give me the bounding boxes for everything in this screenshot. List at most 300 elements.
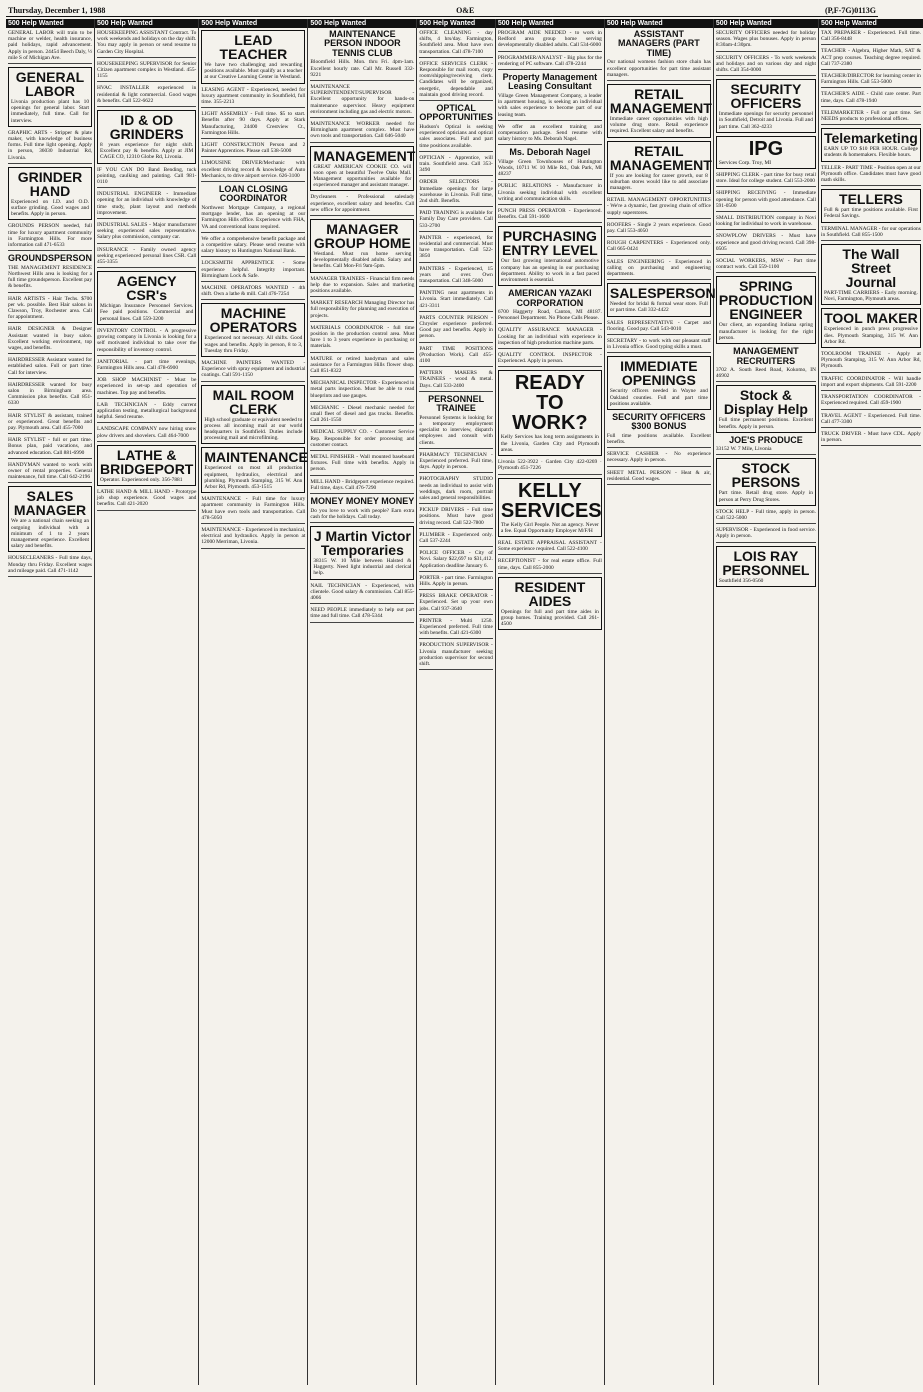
classified-ad [97,445,196,486]
classified-ad [97,167,196,189]
ad-headline: IMMEDIATE OPENINGS [620,358,698,389]
classified-ad [607,470,711,485]
ad-body: Needed for bridal & formal wear store. Full or part time. Call 332-4422 [609,301,708,314]
ad-body: MANAGER TRAINEES - Financial firm needs help due to expansion. Sales and marketing positions available. [310,275,415,294]
ad-body: Do you love to work with people? Earn extra cash for the holidays. Call today. [310,507,415,520]
ad-headline: Telemarketing [823,130,918,147]
classified-ad [8,130,92,164]
classified-ad [716,385,816,432]
ad-body: SHEET METAL PERSON - Heat & air, residential. Good wages. [606,469,711,482]
ad-body: SERVICE CASHIER - No experience necessary. Apply in person. [606,451,711,464]
classified-ad [821,431,921,446]
classified-ad [716,79,816,133]
classified-ad [201,185,305,233]
ad-headline: MANAGEMENT RECRUITERS [733,346,799,366]
ad-body: STOCK HELP - Full time, apply in person. Call 522-5000 [715,508,816,522]
classified-ad [498,327,602,349]
classified-ad [419,61,493,101]
ad-body: Full time permanent positions. Excellent benefits. Apply in person. [718,417,813,430]
ad-body: ROUGH CARPENTERS - Experienced only. Call 665-0424 [606,240,711,253]
ad-body: LAB TECHNICIAN - Eddy current application testing, metallurgical background helpful. Send resume. [97,401,197,421]
classified-ad [201,111,305,139]
ad-body: Northwest Mortgage Company, a regional mortgage lender, has an opening at our Farmington Hills office. Experience with FHA, VA and conventional loans required. [201,204,306,230]
ad-body: Full time positions available. Excellent benefits. [606,432,711,446]
ad-body: MAINTENANCE SUPERINTENDENT/SUPERVISOR - Excellent opportunity for hands-on maintenance supervisor. Heavy equipment environment including gas and electric motors. [310,83,415,115]
classified-ad [8,382,92,410]
classified-ad [419,507,493,529]
ad-headline: SALESPERSON [609,285,716,302]
ad-body: LIGHT CONSTRUCTION Person and 2 Painter Apprentices. Please call 538-5000 [201,142,306,155]
ad-body: GROUNDS PERSON needed, full time for luxury apartment community in Farmington Hills. For more information call 471-6533 [8,223,93,249]
classified-ad [8,30,92,64]
ad-headline: PURCHASING ENTRY LEVEL [502,228,598,259]
ad-body: PART-TIME CARRIERS - Early morning. Novi, Farmington, Plymouth areas. [823,290,918,303]
classified-ad [716,276,816,344]
classified-ad [498,478,602,537]
ad-body: OFFICE CLEANING - day shifts, 4 hrs/day. Farmington, Southfield area. Must have own transportation. Call 478-7100 [419,30,493,55]
section-banner: 500 Help Wanted [605,19,713,28]
ad-body: RECEPTIONIST - for real estate office. Full time, days. Call 855-2000 [497,558,602,571]
ad-body: Experienced on I.D. and O.D. surface grinding. Good wages and benefits. Apply in person. [11,198,90,218]
classified-ad [97,377,196,399]
ad-body: SALES ENGINEERING - Experienced in calling on purchasing and engineering departments. [606,258,711,277]
classified-ad [201,285,305,300]
ad-body: Kelly Services has long term assignments in the Livonia, Garden City and Plymouth areas. [500,434,599,453]
ad-headline: ASSISTANT MANAGERS (PART TIME) [617,29,700,58]
ad-body: TRAFFIC COORDINATOR - Will handle import and export shipments. Call 591-2200 [820,375,921,388]
section-banner: 500 Help Wanted [714,19,818,28]
ad-body: PUBLIC RELATIONS - Manufacturer in Livonia seeking individual with excellent writing and communication skills. [497,183,602,202]
ad-body: LOCKSMITH APPRENTICE - Some experience helpful. Integrity important. Birmingham Lock & Safe. [201,260,306,279]
classified-ad [419,346,493,368]
ad-headline: SALES MANAGER [13,488,87,519]
classified-ad [498,558,602,573]
ad-body: Experienced not necessary. All shifts. Good wages and benefits. Apply in person, 8 to 3, Tuesday thru Friday. [204,335,303,354]
ad-headline: STOCK PERSONS [731,460,801,491]
ad-body: If you are looking for career growth, our 8 suburban stores would like to add associate managers. [609,172,708,191]
classified-ad [419,593,493,615]
ad-body: Livonia 522-3922 · Garden City 422-0269 · Plymouth 451-7226 [497,459,602,472]
classified-ad [821,413,921,428]
ad-body: We offer a comprehensive benefit package and a competitive salary. Please send resume with salary history to Huntington National Bank. [201,235,306,255]
ad-body: 3702 A. South Reed Road, Kokomo, IN 46902 [715,366,816,380]
classified-ad [97,359,196,374]
section-banner: 500 Help Wanted [819,19,923,28]
ad-body: PAID TRAINING is available for Family Day Care providers. Call 533-2700 [419,210,493,229]
ad-body: TOOLROOM TRAINEE - Apply at Plymouth Stamping, 315 W. Ann Arbor Rd, Plymouth. [820,351,921,370]
ad-body: Our national womens fashion store chain has excellent opportunities for part time assistant managers. [606,59,711,78]
ad-body: REAL ESTATE APPRAISAL ASSISTANT - Some experience required. Call 522-4100 [497,539,602,553]
ad-body: METAL FINISHER - Wall mounted baseboard fixtures. Full time with benefits. Apply in person. [310,454,415,473]
classified-ad [419,532,493,547]
classified-ad [607,240,711,255]
ad-headline: MONEY MONEY MONEY [310,496,415,507]
header-edition: O&E [456,5,475,15]
ad-body: HAIRDRESSER Assistant wanted for established salon. Full or part time. Call for interview. [8,357,93,376]
classified-ad [310,300,414,322]
ad-headline: SECURITY OFFICERS [730,81,802,112]
classified-ad [310,121,414,143]
ad-body: TEACHER - Algebra, Higher Math, SAT & ACT prep courses. Teaching degree required. Call 737-2380 [820,48,921,67]
classified-ad [607,30,711,81]
header-page-code: (P,F-7G)0113G [824,5,876,15]
ad-headline: MACHINE OPERATORS [209,305,298,336]
classified-ad [201,360,305,382]
ad-body: Bloomfield Hills. Mon. thru Fri. 4pm-1am. Excellent hourly rate. Call Mr. Russell 332-9221 [310,59,415,78]
classified-ad [821,226,921,241]
classified-ad [310,276,414,298]
classified-ad [201,236,305,258]
ad-body: SHIPPING RECEIVING - Immediate opening for person with good attendance. Call 591-0500 [715,190,816,209]
ad-body: Hudson's Optical is seeking experienced opticians and optical sales associates. Full and part time positions available. [419,123,493,149]
classified-ad [201,527,305,549]
ad-headline: MANAGER GROUP HOME [313,220,411,251]
ad-body: THE MANAGEMENT RESIDENCE Northwest Hills area is looking for a full time groundsperson. Excellent pay & benefits. [8,264,93,290]
classified-ad [97,328,196,356]
ad-headline: MAINTENANCE PERSON INDOOR TENNIS CLUB [324,29,401,58]
classified-ad [310,30,414,81]
classified-ad [498,577,602,631]
ad-body: Operator. Experienced only. 356-7881 [100,476,183,483]
ad-body: Michigan Insurance Personnel Services. Fee paid positions. Commercial and personal lines. Call 559-3200 [100,303,194,322]
classified-ad [821,128,921,161]
classified-ad [310,84,414,118]
ad-headline: ID & OD GRINDERS [109,112,184,143]
classified-column [605,19,714,1385]
ad-body: SMALL DISTRIBUTION company in Novi looking for individual to work in warehouse. [715,215,816,228]
classified-ad [201,142,305,157]
classified-ad [97,271,196,325]
classified-ad [821,30,921,45]
ad-body: QUALITY ASSURANCE MANAGER - Looking for an individual with experience in inspection of high production machine parts. [497,327,602,346]
ad-body: LIMOUSINE DRIVER/Mechanic with excellent driving record & knowledge of Auto Mechanics, to drive airport service. 626-3100 [201,160,306,179]
ad-body: TRAVEL AGENT - Experienced. Full time. Call 477-3300 [820,412,921,425]
classified-ad [201,160,305,182]
classified-ad [607,84,711,138]
classified-ad [310,194,414,216]
classified-ad [310,146,414,192]
classified-ad [498,208,602,223]
classified-ad [201,30,305,84]
ad-body: PICKUP DRIVERS - Full time positions. Must have good driving record. Call 522-7800 [419,507,493,526]
ad-body: QUALITY CONTROL INSPECTOR - Experienced. Apply in person. [497,352,602,365]
classified-ad [419,235,493,263]
ad-body: HOUSECLEANERS - Full time days, Monday thru Friday. Excellent wages and mileage paid. Call 471-1142 [8,555,93,574]
ad-body: TRUCK DRIVER - Must have CDL. Apply in person. [820,430,921,444]
classified-ad [498,148,602,180]
classified-ad [607,259,711,281]
ad-body: We offer an excellent training and compensation package. Send resume with salary history to Ms. Deborah Nagel. [497,123,602,143]
ad-body: HANDYMAN wanted to work with owner of rental properties. General maintenance, full time. Call 642-2196 [8,461,93,481]
ad-body: OPTICIAN - Apprentice, will train. Southfield area. Call 353-3490 [419,154,493,174]
classified-column [95,19,199,1385]
classified-ad [97,247,196,269]
ad-headline: MAINTENANCE [204,449,308,466]
ad-headline: LEAD TEACHER [219,32,288,62]
classified-ad [716,458,816,505]
ad-body: Services Corp. Troy, MI [718,159,772,166]
classified-ad [716,215,816,230]
ad-body: PATTERN MAKERS & TRAINEES - wood & metal. Days. Call 533-2400 [419,370,493,389]
ad-body: PHOTOGRAPHY STUDIO needs an individual to assist with weddings, dark room, portrait sales and general responsibilities. [419,476,493,501]
ad-headline: AGENCY CSR's [116,273,177,304]
ad-body: MAINTENANCE - Full time for luxury apartment community in Farmington Hills. Must have own tools and transportation. Call 478-5050 [201,496,306,521]
classified-ad [97,30,196,58]
ad-body: MECHANIC - Diesel mechanic needed for small fleet of diesel and gas trucks. Benefits. Call 261-1550 [310,404,415,424]
ad-body: 6700 Haggerty Road, Canton, MI 48187. Personnel Department. No Phone Calls Please. [497,309,602,322]
ad-body: POLICE OFFICER - City of Novi. Salary $22,697 to $31,412. Application deadline January 6. [419,550,493,569]
classified-ad [97,426,196,441]
ad-body: TELLER - PART TIME - Position open at our Plymouth office. Candidates must have good math skills. [820,164,921,184]
ad-body: Our client, an expanding Indiana spring manufacturer is looking for the right person. [718,322,813,341]
classified-column [417,19,496,1385]
classified-ad [498,370,602,456]
classified-ad [97,61,196,83]
classified-ad [310,356,414,378]
classified-ad [716,258,816,273]
classified-ad [310,380,414,402]
classified-ad [716,347,816,382]
ad-body: PAINTING neat apartments in Livonia. Start immediately. Call 421-3311 [419,290,493,309]
ad-body: Immediate openings for security personnel in Southfield, Detroit and Livonia. Full and part time. Call 362-4233 [718,111,813,130]
classified-ad [8,254,92,292]
classified-ad [821,165,921,187]
classified-ad [821,376,921,391]
ad-body: TEACHER/DIRECTOR for learning center in Farmington Hills. Call 553-5000 [820,73,921,86]
ad-body: ORDER SELECTORS - Immediate openings for large warehouse in Livonia. Full time, 2nd shift. Benefits. [419,179,493,204]
ad-body: HAIR STYLIST & assistant, trained or experienced. Great benefits and pay. Plymouth area. Call 455-7000 [8,412,93,431]
ad-headline: Stock & Display Help [723,387,808,418]
classified-ad [97,110,196,164]
ad-body: HAIRDRESSER wanted for busy salon in Birmingham area. Commission plus benefits. Call 851-6330 [8,381,93,407]
ad-body: TRANSPORTATION COORDINATOR - Experienced required. Call 459-1900 [820,394,921,407]
classified-ad [8,67,92,127]
ad-body: INDUSTRIAL SALES - Major manufacturer seeking experienced sales representative. Salary plus commission, company car. [97,222,197,241]
classified-ad [310,429,414,451]
ad-body: Westland. Must run home serving developmentally disabled adults. Salary and benefits. Call Mon-Fri 9am-5pm. [313,250,412,270]
classified-column [308,19,417,1385]
classified-ad [498,30,602,52]
ad-body: Part time. Retail drug store. Apply in person at Perry Drug Stores. [718,490,813,503]
classified-ad [310,454,414,476]
ad-body: MAINTENANCE - Experienced in mechanical, electrical and hydraulics. Apply in person at 12000 Merriman, Livonia. [201,527,306,546]
classified-ad [716,136,816,169]
ad-body: SECURITY OFFICERS needed for holiday season. Wages plus bonuses. Apply in person 8:30am-4:30pm. [715,30,816,49]
classified-ad [419,550,493,572]
classified-ad [716,233,816,255]
classified-ad [97,489,196,511]
classified-ad [310,497,414,523]
classified-ad [607,283,716,316]
classified-ad [498,124,602,146]
classified-ad [498,55,602,70]
classified-ad [821,244,921,305]
ad-body: SECURITY OFFICERS - To work weekends and holidays and on various day and night shifts. Call 354-0000 [715,54,816,74]
ad-body: Openings for full and part time aides in group homes. Training provided. Call 261-4500 [500,608,599,628]
ad-headline: RETAIL MANAGEMENT [609,85,712,116]
section-banner: 500 Help Wanted [6,19,94,28]
ad-body: HOUSEKEEPING ASSISTANT Contract. To work weekends and holidays on the day shift. You may apply in person or send resume to Garden City Hospital. [97,30,197,55]
ad-body: Drycleaners - Professional saleslady experience, excellent salary and benefits. Call new office for appointment. [310,194,415,213]
ad-headline: RESIDENT AIDES [514,578,586,609]
ad-body: Village Green Townhouses of Huntington Woods, 10711 W. 10 Mile Rd., Oak Park, MI 48237 [497,158,602,178]
ad-body: RETAIL MANAGEMENT OPPORTUNITIES - We're a dynamic, fast growing chain of office supply superstores. [606,197,711,216]
ad-body: PRODUCTION SUPERVISOR - Livonia manufacturer seeking production supervisor for second shift. [419,642,493,667]
section-banner: 500 Help Wanted [95,19,198,28]
classified-ad [419,452,493,474]
ad-headline: GENERAL LABOR [15,69,85,100]
ad-body: NEED PEOPLE immediately to help out part time and full time. Call 478-5344 [310,607,415,620]
classified-ad [8,437,92,459]
ad-body: PROGRAM AIDE NEEDED - to work in Redford area group home serving developmentally disabled adults. Call 534-6000 [497,30,602,49]
classified-ad [8,555,92,577]
ad-body: SUPERVISOR - Experienced in food service. Apply in person. [715,527,816,540]
ad-headline: GRINDER HAND [17,168,83,199]
ad-body: SHIPPING CLERK - part time for busy retail store. Ideal for college student. Call 553-2000 [715,172,816,185]
classified-ad [607,413,711,448]
classified-ad [607,197,711,219]
ad-body: Security officers needed in Wayne and Oakland counties. Full and part time positions available. [609,388,708,407]
classified-ad [201,447,308,493]
ad-body: LEASING AGENT - Experienced, needed for luxury apartment community in Southfield, full time. 355-2213 [201,86,306,106]
classified-column [496,19,605,1385]
ad-body: Our fast growing international automotive company has an opening in our purchasing department. Ability to work in a fast paced environment is essential. [500,258,599,283]
classified-ad [8,167,92,221]
header-date: Thursday, December 1, 1988 [8,5,106,15]
classified-ad [821,351,921,373]
classified-ad [419,179,493,207]
ad-body: OFFICE SERVICES CLERK - Responsible for mail room, copy room/shipping/receiving clerk. Candidates will be organized, energetic, dependable and maintain good driving record. [419,60,493,98]
ad-body: PHARMACY TECHNICIAN - Experienced preferred. Full time, days. Apply in person. [419,451,493,471]
ad-body: Village Green Management Company, a leader in apartment housing, is seeking an individual with sales experience to become part of our leasing team. [497,92,602,118]
ad-headline: MANAGEMENT [313,147,416,164]
classified-ad [498,459,602,474]
classified-ad [97,222,196,244]
ad-headline: AMERICAN YAZAKI CORPORATION [508,288,592,308]
classified-ad [419,315,493,343]
ad-body: The Kelly Girl People. Not an agency. Never a fee. Equal Opportunity Employer M/F/H [500,521,599,534]
classified-ad [8,486,92,552]
ad-headline: LOAN CLOSING COORDINATOR [218,184,288,204]
classified-ad [821,48,921,70]
ad-body: SOCIAL WORKERS, MSW - Part time contract work. Call 559-1100 [715,258,816,271]
ad-body: JOB SHOP MACHINIST - Must be experienced in set-up and operation of machines. Top pay and benefits. [97,377,197,396]
ad-body: TERMINAL MANAGER - for our operations in Southfield. Call 855-1500 [820,225,921,238]
ad-body: MATERIALS COORDINATOR - full time position in the production control area. Must have 1 to 3 years experience in purchasing or materials. [310,324,415,350]
ad-body: SALES REPRESENTATIVE - Carpet and flooring. Good pay. Call 543-0010 [606,319,711,332]
classified-ad [821,91,921,106]
ad-headline: Property Management Leasing Consultant [502,72,598,92]
ad-body: Livonia production plant has 10 openings for general labor. Start immediately, full time. Call for interview. [11,99,90,124]
ad-body: Southfield 356-0560 [718,577,764,584]
ad-body: GRAPHIC ARTS - Stripper & plate maker, with knowledge of business forms. Full time light opening. Apply in person, 36030 Industrial Rd, Livonia. [8,129,93,161]
classified-ad [97,402,196,424]
ad-headline: IPG [748,137,784,160]
classified-ad [310,526,414,580]
ad-body: LANDSCAPE COMPANY now hiring snow plow drivers and shovelers. Call 464-7000 [97,426,197,439]
ad-body: SECRETARY - to work with our pleasant staff in Livonia office. Good typing skills a must. [606,337,711,351]
classified-ad [8,462,92,484]
classified-ad [310,583,414,605]
classified-ad [498,226,602,286]
section-banner: 500 Help Wanted [417,19,495,28]
ad-body: PRINTER - Multi 1250. Experienced preferred. Full time with benefits. Call 421-6300 [419,617,493,637]
classified-ad [498,73,602,121]
ad-headline: PERSONNEL TRAINEE [428,393,485,414]
ad-body: 8 years experience for night shift. Excellent pay & benefits. Apply at JIM CAGE CO, 12310 Globe Rd, Livonia. [100,142,194,161]
classified-column [714,19,819,1385]
classified-ad [310,607,414,622]
classified-ad [607,338,711,353]
classified-ad [310,405,414,427]
ad-headline: READY TO WORK? [512,372,588,435]
classified-ad [716,527,816,542]
classified-ad [201,385,305,445]
classified-column [6,19,95,1385]
ad-headline: J Martin Victor Temporaries [313,527,411,558]
ad-body: HAIR STYLIST - full or part time. Bonus plan, paid vacations, and advanced education. Call 881-6990 [8,437,93,456]
ad-body: MACHINE PAINTERS WANTED - Experience with spray equipment and industrial coatings. Call 591-1150 [201,359,306,379]
classified-ad [821,110,921,125]
ad-headline: JOE'S PRODUCE [729,434,803,445]
classified-ad [419,370,493,392]
classified-ad [201,87,305,109]
section-banner: 500 Help Wanted [496,19,604,28]
classified-ad [419,210,493,232]
ad-body: Full & part time positions available. First Federal Savings. [823,207,918,220]
ad-body: INDUSTRIAL ENGINEER - Immediate opening for an individual with knowledge of time study, plant layout and methods improvement. [97,191,197,216]
ad-body: PROGRAMMER/ANALYST - Big plus for the rendering of PC software. Call 478-2244 [497,54,602,67]
ad-body: HAIR DESIGNER & Designer Assistant wanted in busy salon. Excellent working environment, top wages, and benefits. [8,326,93,351]
ad-body: Personnel Systems is looking for a temporary employment specialist to interview, dispatch employees and consult with clients. [419,414,493,446]
ad-body: MILL HAND - Bridgeport experience required. Full time, days. Call 476-7290 [310,478,415,491]
classified-ad [310,479,414,494]
classified-ad [821,308,921,348]
ad-body: PART TIME POSITIONS (Production Work). Call 455-4100 [419,345,493,364]
classified-ad [607,320,711,335]
ad-body: SNOWPLOW DRIVERS - Must have experience and good driving record. Call 398-0505 [715,233,816,252]
ad-body: INVENTORY CONTROL - A progressive growing company in Livonia is looking for a self motivated individual to take over the responsibility of inventory control. [97,327,197,353]
classified-ad [97,85,196,107]
page-header [6,4,878,17]
ad-body: MATURE or retired handyman and sales assistance for a Farmington Hills flower shop. Call 851-8322 [310,355,415,375]
classified-ad [821,394,921,409]
ad-body: MECHANICAL INSPECTOR - Experienced in metal parts inspection. Must be able to read blueprints and use gauges. [310,380,415,399]
classified-ad [716,509,816,524]
ad-body: LIGHT ASSEMBLY - Full time. $5 to start. Benefits after 90 days. Apply at Stark Manufacturing, 24400 Crestview Ct., Farmington Hills. [201,111,306,136]
ad-body: TAX PREPARER - Experienced. Full time. Call 356-8448 [820,30,921,43]
classified-ad [716,190,816,212]
ad-body: PAINTER - experienced, for residential and commercial. Must have transportation. Call 522-3850 [419,234,493,260]
ad-body: GENERAL LABOR will train to be machine or welder, health insurance, paid holidays, rapid advancement. Apply in person. 24454 Beech Daly, ½ mile S of Michigan Ave. [8,30,93,61]
classified-ad [607,356,711,410]
classified-ad [821,73,921,88]
ad-body: IF YOU CAN DO Band Bending, tuck pointing, caulking and painting. Call 981-0110 [97,166,197,186]
ad-body: PARTS COUNTER PERSON - Chrysler experience preferred. Good pay and benefits. Apply in person. [419,314,493,340]
classified-ad [310,219,414,273]
classified-column [199,19,308,1385]
ad-headline: GROUNDSPERSON [8,253,93,264]
classified-ad [716,546,816,587]
classified-ad [419,618,493,640]
ad-headline: LATHE & BRIDGEPORT [100,446,194,477]
classified-ad [419,155,493,177]
classified-ad [201,496,305,524]
classified-ad [8,357,92,379]
classified-ad [607,222,711,237]
classified-ad [310,325,414,353]
classified-columns [6,19,921,1385]
